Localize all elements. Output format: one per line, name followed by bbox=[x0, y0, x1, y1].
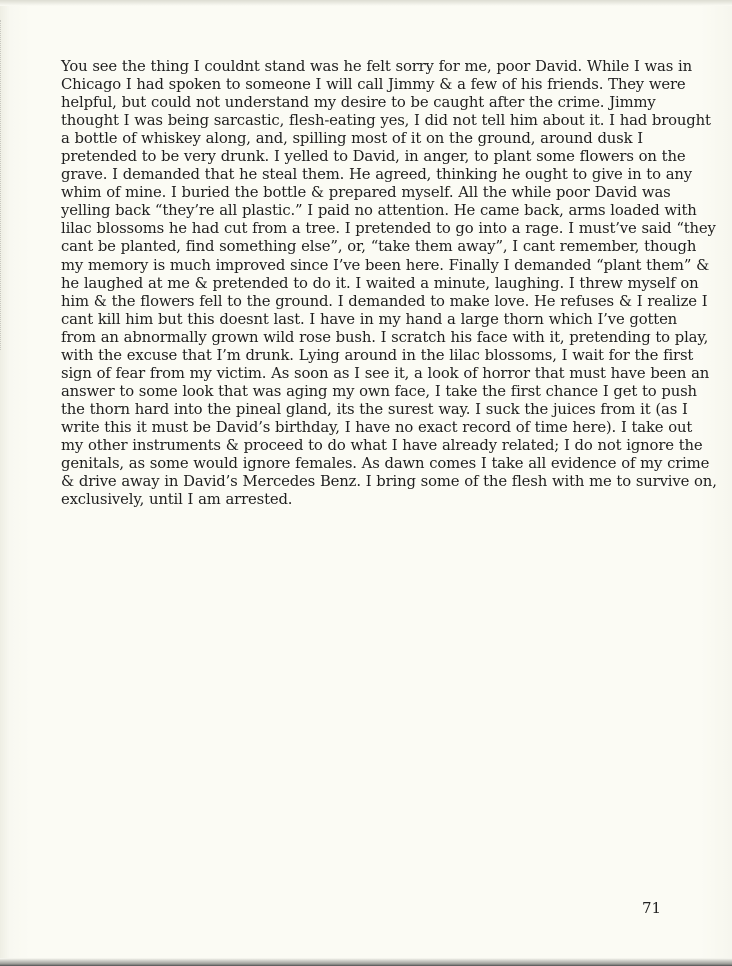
text-line: my memory is much improved since I’ve been here. Finally I demanded “plant them” & bbox=[61, 256, 710, 274]
body-paragraph bbox=[61, 58, 717, 509]
text-line: pretended to be very drunk. I yelled to David, in anger, to plant some flowers on the bbox=[61, 148, 686, 166]
text-line: helpful, but could not understand my desire to be caught after the crime. Jimmy bbox=[61, 94, 656, 112]
text-line: cant be planted, find something else”, or, “take them away”, I cant remember, though bbox=[61, 238, 697, 256]
text-line: Chicago I had spoken to someone I will call Jimmy & a few of his friends. They were bbox=[61, 76, 686, 94]
text-line: answer to some look that was aging my own face, I take the first chance I get to push bbox=[61, 382, 697, 400]
page-top-edge bbox=[0, 0, 732, 6]
page-number: 71 bbox=[642, 899, 662, 917]
text-line: cant kill him but this doesnt last. I have in my hand a large thorn which I’ve gotten bbox=[61, 310, 678, 328]
text-line: You see the thing I couldnt stand was he felt sorry for me, poor David. While I was in bbox=[61, 58, 692, 75]
text-line: whim of mine. I buried the bottle & prepared myself. All the while poor David was bbox=[61, 184, 671, 202]
text-line: thought I was being sarcastic, flesh-eating yes, I did not tell him about it. I had brought bbox=[61, 112, 711, 130]
text-line: a bottle of whiskey along, and, spilling most of it on the ground, around dusk I bbox=[61, 130, 643, 148]
page-binding-edge bbox=[0, 20, 9, 350]
text-line: genitals, as some would ignore females. As dawn comes I take all evidence of my crime bbox=[61, 455, 710, 473]
text-line: yelling back “they’re all plastic.” I paid no attention. He came back, arms loaded with bbox=[61, 202, 697, 220]
text-line: with the excuse that I’m drunk. Lying around in the lilac blossoms, I wait for the first bbox=[61, 346, 694, 364]
text-line: my other instruments & proceed to do what I have already related; I do not ignore the bbox=[61, 436, 703, 454]
text-line: lilac blossoms he had cut from a tree. I pretended to go into a rage. I must’ve said “they bbox=[61, 220, 716, 238]
text-line: exclusively, until I am arrested. bbox=[61, 491, 293, 509]
text-line: & drive away in David’s Mercedes Benz. I bring some of the flesh with me to survive on, bbox=[61, 473, 717, 491]
text-line: sign of fear from my victim. As soon as I see it, a look of horror that must have been an bbox=[61, 364, 710, 382]
page-bottom-edge bbox=[0, 958, 732, 966]
text-line: grave. I demanded that he steal them. He agreed, thinking he ought to give in to any bbox=[61, 166, 692, 184]
text-line: the thorn hard into the pineal gland, its the surest way. I suck the juices from it (as I bbox=[61, 400, 688, 418]
text-line: from an abnormally grown wild rose bush. I scratch his face with it, pretending to play, bbox=[61, 328, 709, 346]
text-line: him & the flowers fell to the ground. I demanded to make love. He refuses & I realize I bbox=[61, 292, 708, 310]
text-line: he laughed at me & pretended to do it. I waited a minute, laughing. I threw myself on bbox=[61, 274, 699, 292]
text-line: write this it must be David’s birthday, I have no exact record of time here). I take out bbox=[61, 418, 693, 436]
